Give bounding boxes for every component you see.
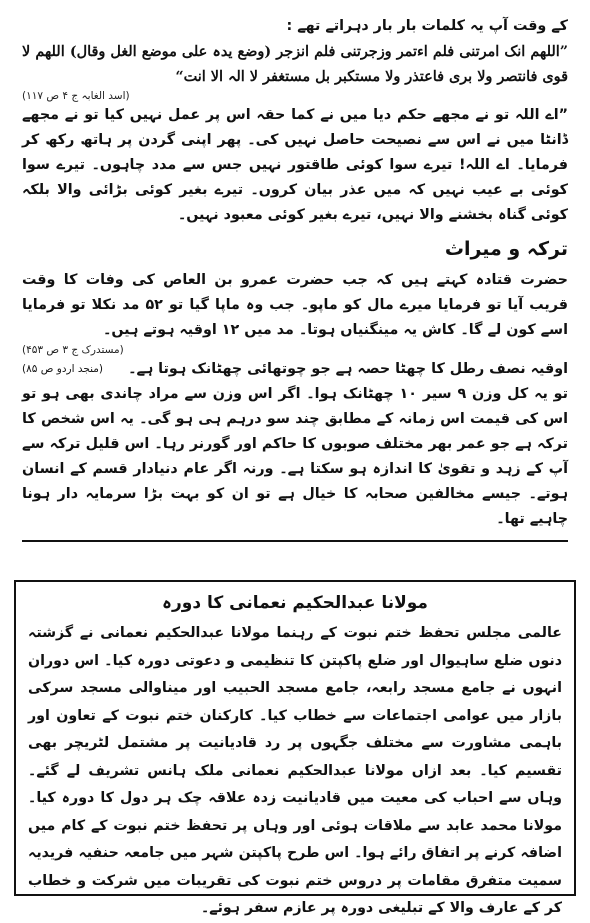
paragraph-qatada: حضرت قتادہ کہتے ہیں کہ جب حضرت عمرو بن العاص کی وفات کا وقت قریب آیا تو فرمایا میرے مال کو ماپو۔ جب وہ ماپا گیا تو ۵۲ مد نکلا تو فرمایا اسے کون لے گا۔ کاش یہ مینگنیاں ہوتا۔ مد میں ۱۲ اوقیہ ہوتے ہیں۔	[22, 272, 568, 338]
news-box-title: مولانا عبدالحکیم نعمانی کا دورہ	[162, 593, 428, 613]
dua-translation: ”اے اللہ تو نے مجھے حکم دیا میں نے کما حقہ اس پر عمل نہیں کیا تو نے مجھے ڈانٹا میں نے اس سے نصیحت حاصل نہیں کی۔ پھر اپنی گردن پر ہاتھ رکھ کر فرمایا۔ اے اللہ! تیرے سوا کوئی طاقتور نہیں جس سے مدد چاہوں۔ تیرے سوا کوئی بے عیب نہیں کہ میں عذر بیان کروں۔ تیرے بغیر کوئی بڑائی والا بلکہ کوئی گناہ بخشنے والا نہیں، تیرے بغیر کوئی معبود نہیں۔	[22, 107, 568, 223]
paragraph-weight: تو یہ کل وزن ۹ سیر ۱۰ چھٹانک ہوا۔ اگر اس وزن سے مراد چاندی بھی ہو تو اس کی قیمت اس زمانہ کے مطابق چند سو درہم ہی ہو گی۔ یہ اس شخص کا ترکہ ہے جو عمر بھر مختلف صوبوں کا حاکم اور گورنر رہا۔ اس قلیل ترکہ سے آپ کے زہد و تقویٰ کا اندازہ ہو سکتا ہے۔ ورنہ اگر عام دنیادار قسم کے انسان ہوتے۔ جیسے مخالفین صحابہ کا خیال ہے تو ان کو بہت بڑا سرمایہ دار ہونا چاہیے تھا۔	[22, 386, 568, 527]
arabic-dua: ”اللھم انک امرتنی فلم اءتمر وزجرتنی فلم انزجر (وضع یدہ علی موضع الغل وقال) اللھم لا قوی فانتصر ولا بری فاعتذر ولا مستکبر بل مستغفر لا الہ الا انت“	[22, 43, 568, 85]
uqiya-text: اوقیہ نصف رطل کا چھٹا حصہ ہے جو چوتھائی چھٹانک ہوتا ہے۔	[128, 361, 568, 377]
intro-line: کے وقت آپ یہ کلمات بار بار دہراتے تھے :	[286, 18, 568, 34]
reference-munjid: (منجد اردو ص ۸۵)	[22, 363, 104, 375]
reference-mustadrak: (مستدرک ج ۳ ص ۴۵۳)	[22, 344, 124, 356]
news-box-body: عالمی مجلس تحفظ ختم نبوت کے رہنما مولانا عبدالحکیم نعمانی نے گزشتہ دنوں ضلع ساہیوال اور ضلع پاکپتن کا تنظیمی و دعوتی دورہ کیا۔ اس دوران انہوں نے جامع مسجد رابعہ، جامع مسجد الحبیب اور میناوالی مسجد سرکی بازار میں عوامی اجتماعات سے خطاب کیا۔ کارکنان ختم نبوت کے تعاون اور باہمی مشاورت سے مختلف جگہوں پر رد قادیانیت پر مشتمل لٹریچر بھی تقسیم کیا۔ بعد ازاں مولانا عبدالحکیم نعمانی ملک ہانس تشریف لے گئے۔ وہاں سے احباب کی معیت میں قادیانیت زدہ علاقہ چک ہر دول کا دورہ کیا۔ مولانا محمد عابد سے ملاقات ہوئی اور وہاں پر تحفظ ختم نبوت کے کام میں اضافہ کرنے پر اتفاق رائے ہوا۔ اس طرح پاکپتن شہر میں جامعہ حنفیہ فریدیہ سمیت متفرق مقامات پر دروس ختم نبوت کی تقریبات میں شرکت و خطاب کر کے عارف والا کے تبلیغی دورہ پر عازم سفر ہوئے۔	[28, 625, 562, 916]
section-divider	[22, 540, 568, 542]
reference-asad-al-ghaba: (اسد الغابہ ج ۴ ص ۱۱۷)	[22, 90, 130, 102]
paragraph-uqiya	[22, 357, 568, 382]
news-box	[14, 580, 576, 916]
section-heading: ترکہ و میراث	[444, 238, 568, 260]
